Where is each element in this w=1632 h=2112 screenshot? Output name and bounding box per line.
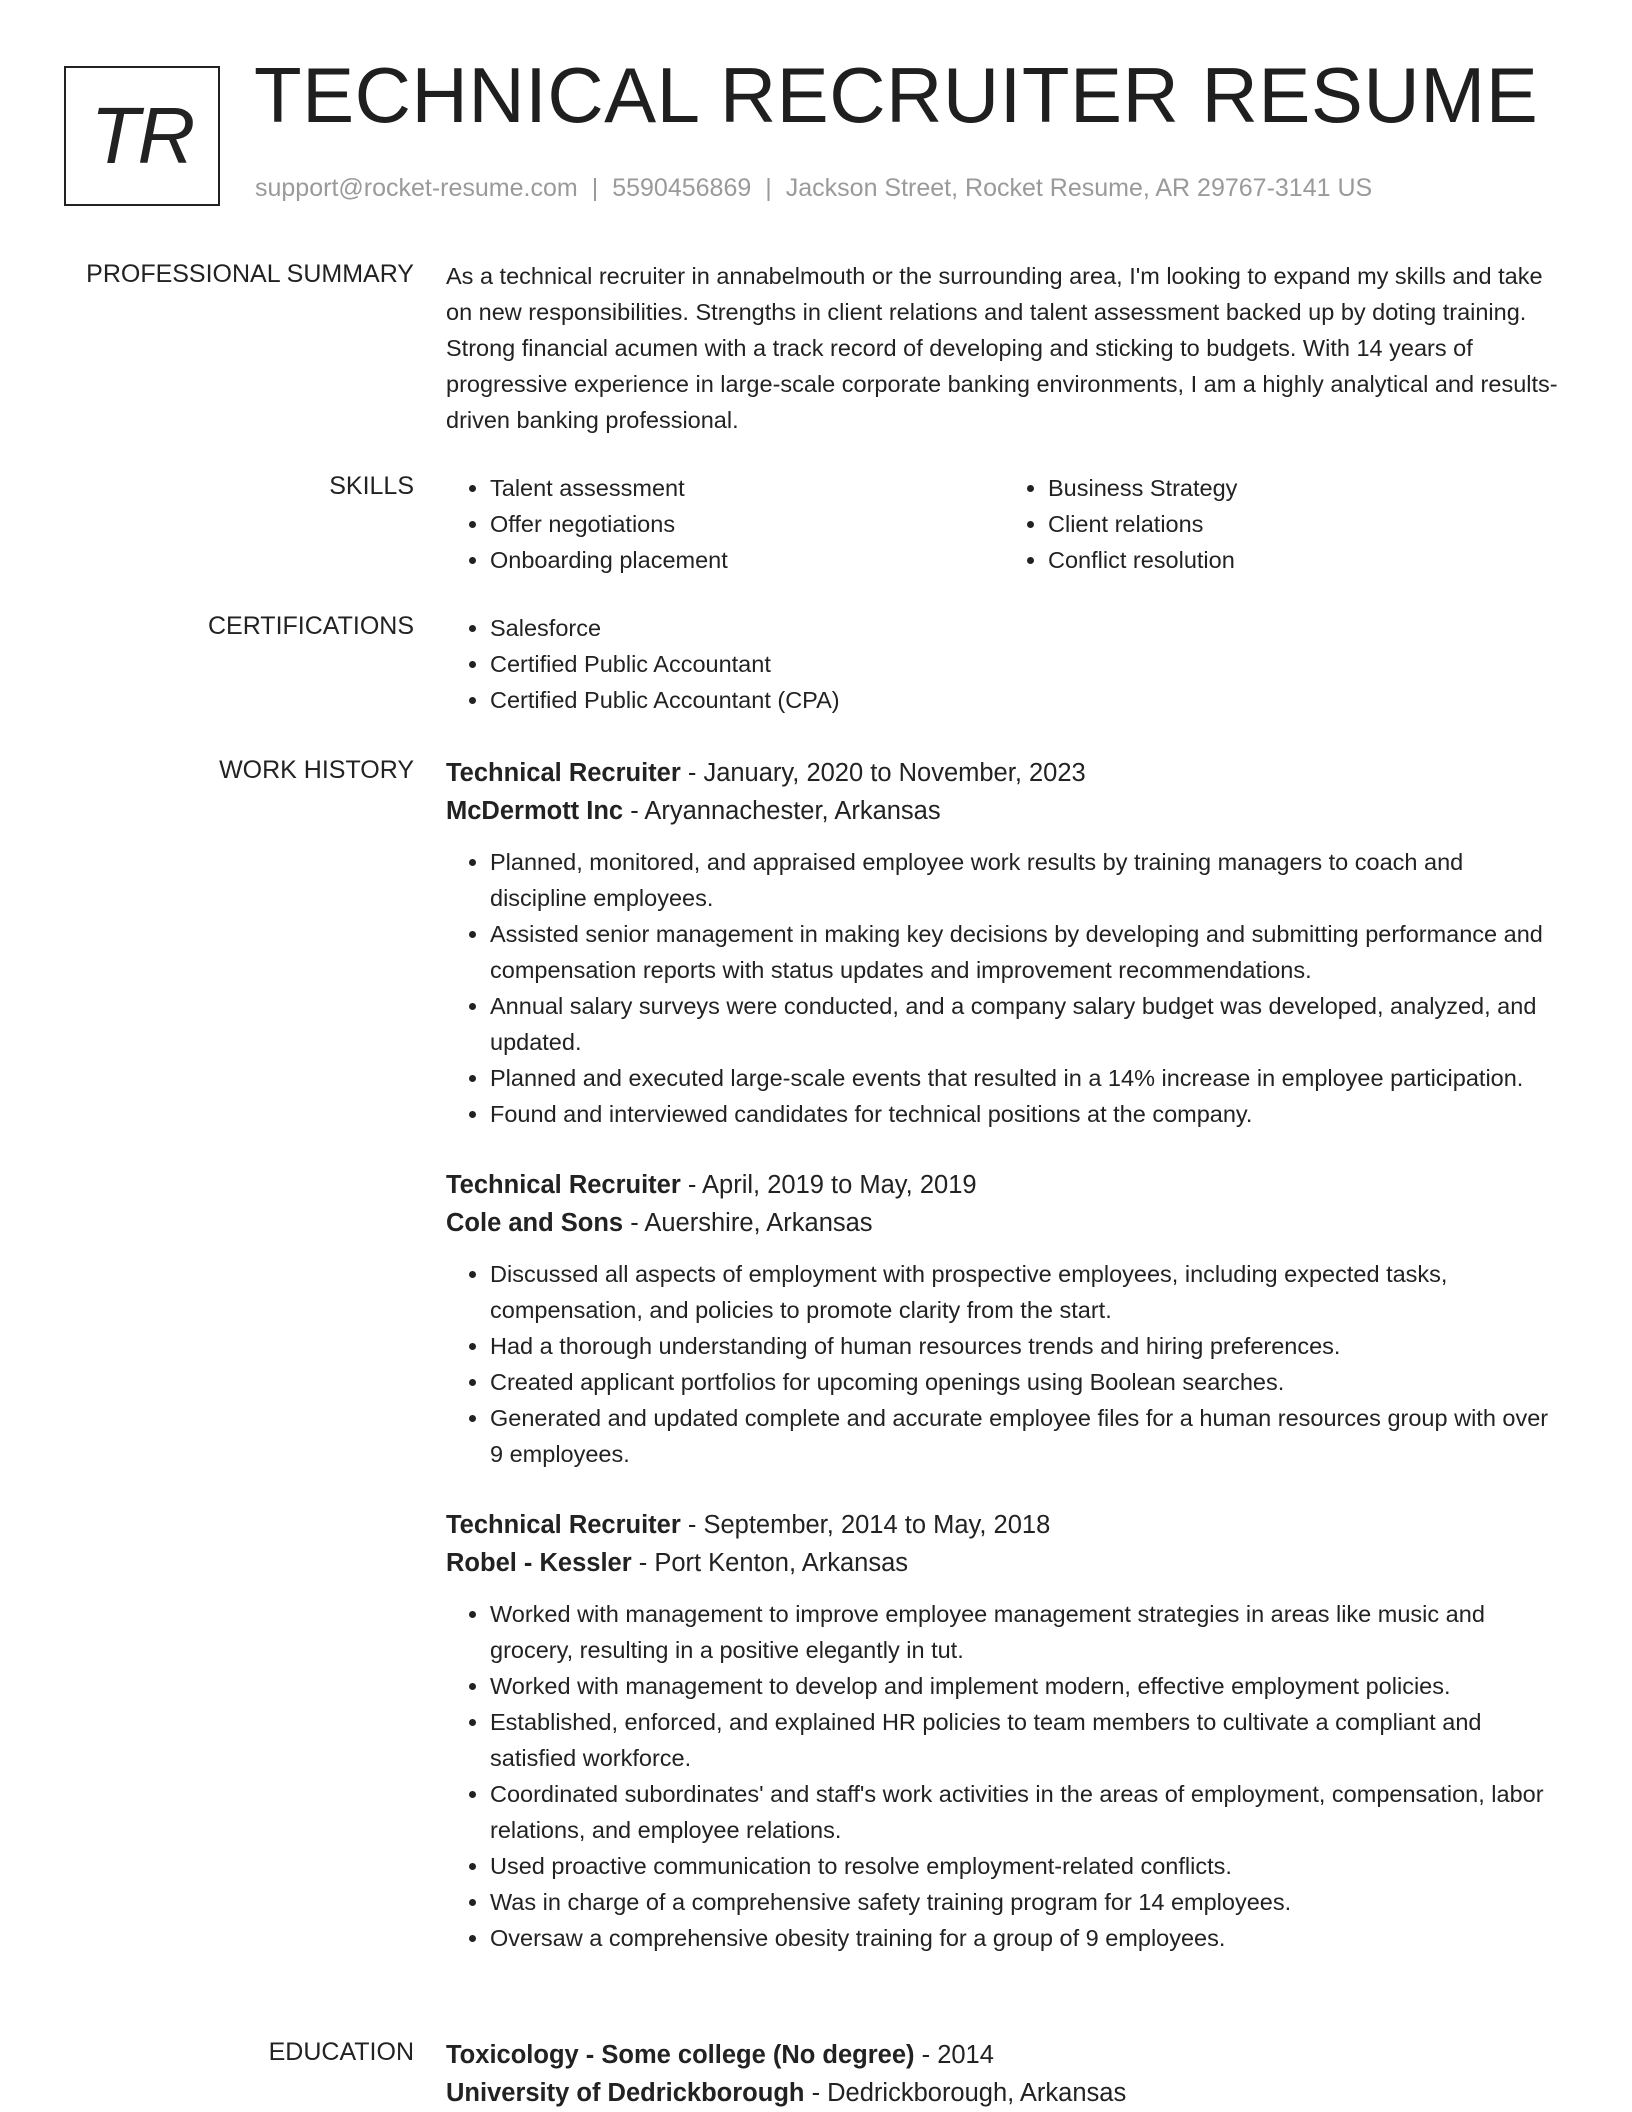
job-bullet: • Oversaw a comprehensive obesity training for a group of 9 employees. [490, 1920, 1562, 1956]
job-bullets [446, 1596, 1562, 1956]
skill-item: • Talent assessment [490, 470, 1004, 506]
job-title: Technical Recruiter [446, 1511, 681, 1539]
contact-separator: | [591, 174, 599, 202]
job-bullet: • Generated and updated complete and accurate employee files for a human resources group with over 9 employees. [490, 1400, 1562, 1472]
job-company: Robel - Kessler [446, 1549, 632, 1577]
job-bullet: • Found and interviewed candidates for technical positions at the company. [490, 1096, 1562, 1132]
job-entry [446, 754, 1562, 1132]
job-location: - Auershire, Arkansas [623, 1209, 873, 1237]
job-bullet: • Had a thorough understanding of human resources trends and hiring preferences. [490, 1328, 1562, 1364]
contact-email[interactable]: support@rocket-resume.com [255, 174, 578, 202]
resume-title: TECHNICAL RECRUITER RESUME [254, 51, 1539, 139]
education-degree: Toxicology - Some college (No degree) [446, 2041, 915, 2069]
job-title: Technical Recruiter [446, 759, 681, 787]
education-degree-line [446, 2036, 1562, 2074]
certification-item: • Certified Public Accountant (CPA) [490, 682, 1562, 718]
summary-content [446, 258, 1562, 438]
job-title-line [446, 1506, 1562, 1544]
skills-label: SKILLS [329, 472, 414, 500]
skill-item: • Client relations [1048, 506, 1562, 542]
certifications-list [446, 610, 1562, 718]
job-bullet: • Assisted senior management in making key decisions by developing and submitting performance and compensation reports with status updates and improvement recommendations. [490, 916, 1562, 988]
job-bullet: • Established, enforced, and explained HR policies to team members to cultivate a compliant and satisfied workforce. [490, 1704, 1562, 1776]
education-school: University of Dedrickborough [446, 2079, 805, 2107]
education-school-line [446, 2074, 1562, 2112]
job-dates: - April, 2019 to May, 2019 [680, 1171, 977, 1199]
monogram-initials: TR [90, 91, 194, 180]
job-bullet: • Created applicant portfolios for upcoming openings using Boolean searches. [490, 1364, 1562, 1400]
job-entry [446, 1166, 1562, 1472]
job-entry [446, 1506, 1562, 1956]
certification-item: • Certified Public Accountant [490, 646, 1562, 682]
job-bullet: • Used proactive communication to resolve employment-related conflicts. [490, 1848, 1562, 1884]
skills-list-left [446, 470, 1004, 578]
job-bullet: • Planned and executed large-scale events that resulted in a 14% increase in employee participation. [490, 1060, 1562, 1096]
education-location: - Dedrickborough, Arkansas [804, 2079, 1127, 2107]
job-bullet: • Was in charge of a comprehensive safety training program for 14 employees. [490, 1884, 1562, 1920]
skills-content [446, 470, 1562, 578]
job-dates: - September, 2014 to May, 2018 [680, 1511, 1051, 1539]
work-history-content [446, 754, 1562, 1990]
contact-separator: | [765, 174, 772, 202]
job-bullets [446, 844, 1562, 1132]
job-company-line [446, 792, 1562, 830]
summary-text: As a technical recruiter in annabelmouth or the surrounding area, I'm looking to expand my skills and take on new responsibilities. Strengths in client relations and talent assessment backed up by doting training. Strong financial acumen with a track record of developing and sticking to budgets. With 14 years of progressive experience in large-scale corporate banking environments, I am a highly analytical and results-driven banking professional. [446, 263, 1558, 433]
summary-label: PROFESSIONAL SUMMARY [86, 260, 414, 288]
contact-line [255, 174, 1372, 203]
job-bullet: • Annual salary surveys were conducted, and a company salary budget was developed, analyzed, and updated. [490, 988, 1562, 1060]
contact-address: Jackson Street, Rocket Resume, AR 29767-3141 US [785, 174, 1373, 202]
monogram-box [64, 66, 220, 206]
education-label: EDUCATION [268, 2038, 414, 2066]
certification-item: • Salesforce [490, 610, 1562, 646]
job-company: Cole and Sons [446, 1209, 624, 1237]
job-company: McDermott Inc [446, 797, 624, 825]
job-title-line [446, 1166, 1562, 1204]
education-year: - 2014 [914, 2041, 994, 2069]
job-title-line [446, 754, 1562, 792]
job-bullet: • Worked with management to develop and implement modern, effective employment policies. [490, 1668, 1562, 1704]
job-company-line [446, 1204, 1562, 1242]
job-location: - Port Kenton, Arkansas [631, 1549, 909, 1577]
job-location: - Aryannachester, Arkansas [623, 797, 941, 825]
job-title: Technical Recruiter [446, 1171, 681, 1199]
work-history-label: WORK HISTORY [219, 756, 414, 784]
job-bullet: • Discussed all aspects of employment with prospective employees, including expected tasks, compensation, and policies to promote clarity from the start. [490, 1256, 1562, 1328]
job-bullet: • Coordinated subordinates' and staff's work activities in the areas of employment, compensation, labor relations, and employee relations. [490, 1776, 1562, 1848]
contact-phone[interactable]: 5590456869 [612, 174, 752, 202]
skill-item: • Onboarding placement [490, 542, 1004, 578]
skill-item: • Offer negotiations [490, 506, 1004, 542]
skill-item: • Conflict resolution [1048, 542, 1562, 578]
job-bullet: • Planned, monitored, and appraised employee work results by training managers to coach and discipline employees. [490, 844, 1562, 916]
education-content [446, 2036, 1562, 2112]
job-dates: - January, 2020 to November, 2023 [680, 759, 1086, 787]
skill-item: • Business Strategy [1048, 470, 1562, 506]
certifications-content [446, 610, 1562, 718]
job-bullets [446, 1256, 1562, 1472]
certifications-label: CERTIFICATIONS [207, 612, 414, 640]
job-bullet: • Worked with management to improve employee management strategies in areas like music and grocery, resulting in a positive elegantly in tut. [490, 1596, 1562, 1668]
job-company-line [446, 1544, 1562, 1582]
skills-list-right [1004, 470, 1562, 578]
